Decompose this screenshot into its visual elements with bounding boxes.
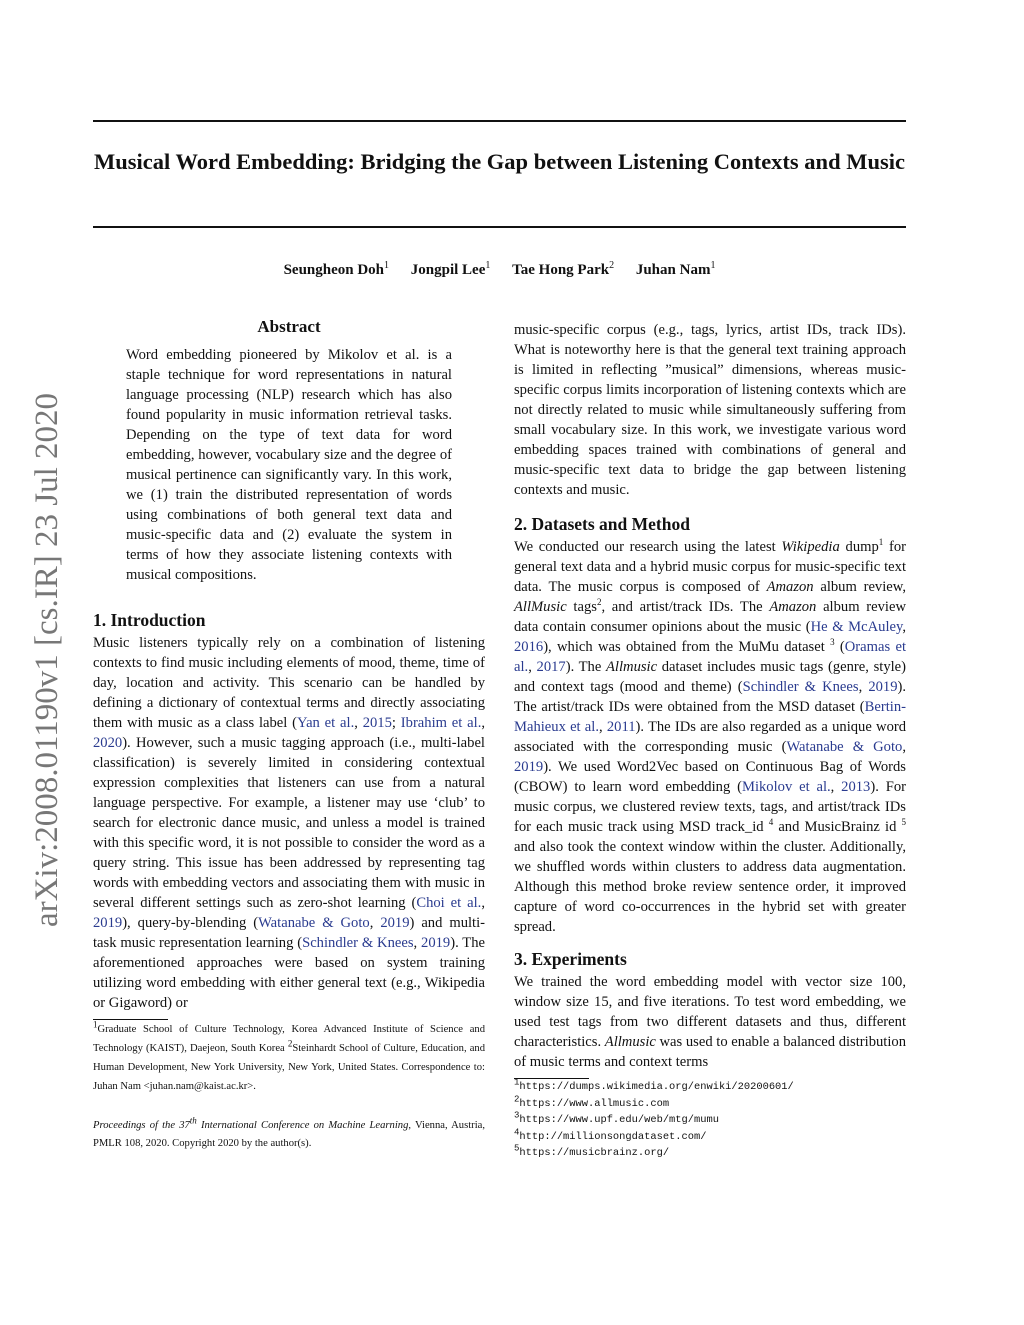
url-footnote: $^5$https://musicbrainz.org/ <box>514 1143 670 1159</box>
paper-title: Musical Word Embedding: Bridging the Gap between Listening Contexts and Music <box>94 149 905 174</box>
citation-link[interactable]: Watanabe & Goto <box>258 915 370 931</box>
abstract-heading: Abstract <box>257 317 321 336</box>
author: Tae Hong Park$^2$ <box>512 260 615 278</box>
proceedings-note: Proceedings of the 37th International Conference on Machine Learning, Vienna, Austria, PMLR 108, 2020. Copyright 2020 by the author(s). <box>93 1115 485 1149</box>
url-footnote: $^3$https://www.upf.edu/web/mtg/mumu <box>514 1110 719 1126</box>
footnote-url-link[interactable]: https://musicbrainz.org/ <box>519 1147 670 1159</box>
arxiv-stamp: arXiv:2008.01190v1 [cs.IR] 23 Jul 2020 <box>29 392 65 928</box>
citation-link[interactable]: Oramas et al. <box>514 639 906 675</box>
citation-link[interactable]: Mikolov et al. <box>741 779 831 795</box>
citation-link[interactable]: Watanabe & Goto <box>786 739 903 755</box>
left-column <box>93 315 485 1153</box>
citation-link[interactable]: Choi et al. <box>416 895 482 911</box>
url-footnote: $^2$https://www.allmusic.com <box>514 1094 670 1110</box>
author: Seungheon Doh$^1$ <box>283 260 390 278</box>
url-footnote: $^1$https://dumps.wikimedia.org/enwiki/20200601/ <box>514 1077 794 1093</box>
author: Juhan Nam$^1$ <box>635 260 716 278</box>
footnote-url-link[interactable]: http://millionsongdataset.com/ <box>519 1130 707 1143</box>
citation-link[interactable]: Schindler & Knees <box>742 679 859 695</box>
citation-link[interactable]: 2020 <box>93 735 123 751</box>
affiliation-footnote: $^1$Graduate School of Culture Technology, Korea Advanced Institute of Science and Technology (KAIST), Daejeon, South Korea $^2$Steinhardt School of Culture, Education, and Human Development, New York University, New York, United States. Correspondence to: Juhan Nam <juhan.nam@kaist.ac.kr>. <box>93 1019 485 1092</box>
footnote-url-link[interactable]: https://dumps.wikimedia.org/enwiki/20200601/ <box>519 1081 794 1093</box>
experiments-paragraph: We trained the word embedding model with vector size 100, window size 15, and five iterations. To test word embedding, we used test tags from two different datasets and thus, different characteristics. Allmusic was used to enable a balanced distribution of music terms and context terms <box>514 974 907 1070</box>
url-footnote: $^4$http://millionsongdataset.com/ <box>514 1127 707 1143</box>
citation-link[interactable]: Bertin-Mahieux et al. <box>514 699 906 735</box>
citation-link[interactable]: He & McAuley <box>810 619 903 635</box>
introduction-continued: music-specific corpus (e.g., tags, lyrics, artist IDs, track IDs). What is noteworthy here is that the general text training approach is limited in reflecting ”musical” dimensions, whereas music-specific corpus limits incorporation of listening contexts which are not directly related to music while simultaneously suffering from small vocabulary size. In this work, we investigate various word embedding spaces trained with combinations of general and music-specific text data to bridge the gap between listening contexts and music. <box>514 322 906 498</box>
introduction-paragraph: Music listeners typically rely on a combination of listening contexts to find music including elements of mood, theme, time of day, location and activity. This scenario can be handled by defining a dictionary of contextual terms and directly associating them with music as a class label (Yan et al., 2015; Ibrahim et al., 2020). However, such a music tagging approach (i.e., multi-label classification) is severely limited in considering contextual expression complexities that listeners can use from a natural language perspective. For example, a listener may use ‘club’ to search for electronic dance music, and unless a model is trained with this specific word, it is not possible to consider the word as a query string. This issue has been addressed by representing tag words with embedding vectors and associating them with music in several different settings such as zero-shot learning (Choi et al., 2019), query-by-blending (Watanabe & Goto, 2019) and multi-task music representation learning (Schindler & Knees, 2019). The aforementioned approaches were based on system training utilizing word embedding with either general text (e.g., Wikipedia or Gigaword) or <box>93 635 486 1011</box>
datasets-paragraph: We conducted our research using the latest Wikipedia dump$^1$ for general text data and a hybrid music corpus for music-specific text data. The music corpus is composed of Amazon album review, AllMusic tags$^2$, and artist/track IDs. The Amazon album review data contain consumer opinions about the music (He & McAuley, 2016), which was obtained from the MuMu dataset $^3$ (Oramas et al., 2017). The Allmusic dataset includes music tags (genre, style) and context tags (mood and theme) (Schindler & Knees, 2019). The artist/track IDs were obtained from the MSD dataset (Bertin-Mahieux et al., 2011). The IDs are also regarded as a unique word associated with the corresponding music (Watanabe & Goto, 2019). We used Word2Vec based on Continuous Bag of Words (CBOW) to learn word embedding (Mikolov et al., 2013). For music corpus, we clustered review texts, tags, and artist/track IDs for each music track using MSD track_id $^4$ and MusicBrainz id $^5$ and also took the context window within the cluster. Additionally, we shuffled words within clusters to address data augmentation. Although this method broke review sentence order, it improved capture of word co-occurrences in the hybrid set with greater spread. <box>514 537 907 935</box>
section-heading-datasets: 2. Datasets and Method <box>514 514 690 534</box>
citation-link[interactable]: Ibrahim et al. <box>400 715 482 731</box>
citation-link[interactable]: Yan et al. <box>297 715 355 731</box>
citation-link[interactable]: 2019 <box>93 915 123 931</box>
citation-link[interactable]: 2017 <box>536 659 566 675</box>
citation-link[interactable]: 2013 <box>841 779 871 795</box>
author-list <box>93 262 906 279</box>
citation-link[interactable]: 2019 <box>380 915 410 931</box>
author: Jongpil Lee$^1$ <box>410 260 491 278</box>
section-heading-experiments: 3. Experiments <box>514 949 627 969</box>
citation-link[interactable]: 2015 <box>362 715 392 731</box>
title-bottom-rule <box>93 226 906 228</box>
abstract-text: Word embedding pioneered by Mikolov et al. is a staple technique for word representations in natural language processing (NLP) research which has also found popularity in music information retrieval tasks. Depending on the type of text data for word embedding, however, vocabulary size and the degree of musical pertinence can significantly vary. In this work, we (1) train the distributed representation of words using combinations of both general text data and music-specific data and (2) evaluate the system in terms of how they associate listening contexts with musical compositions. <box>126 347 452 583</box>
citation-link[interactable]: 2019 <box>514 759 544 775</box>
citation-link[interactable]: 2019 <box>868 679 898 695</box>
section-heading-introduction: 1. Introduction <box>93 610 206 630</box>
right-column <box>514 320 906 1162</box>
footnote-url-link[interactable]: https://www.allmusic.com <box>519 1097 670 1110</box>
citation-link[interactable]: 2011 <box>606 719 636 735</box>
citation-link[interactable]: Schindler & Knees <box>302 935 414 951</box>
footnote-url-link[interactable]: https://www.upf.edu/web/mtg/mumu <box>519 1114 719 1126</box>
top-rule <box>93 120 906 122</box>
citation-link[interactable]: 2019 <box>421 935 451 951</box>
citation-link[interactable]: 2016 <box>514 639 544 655</box>
